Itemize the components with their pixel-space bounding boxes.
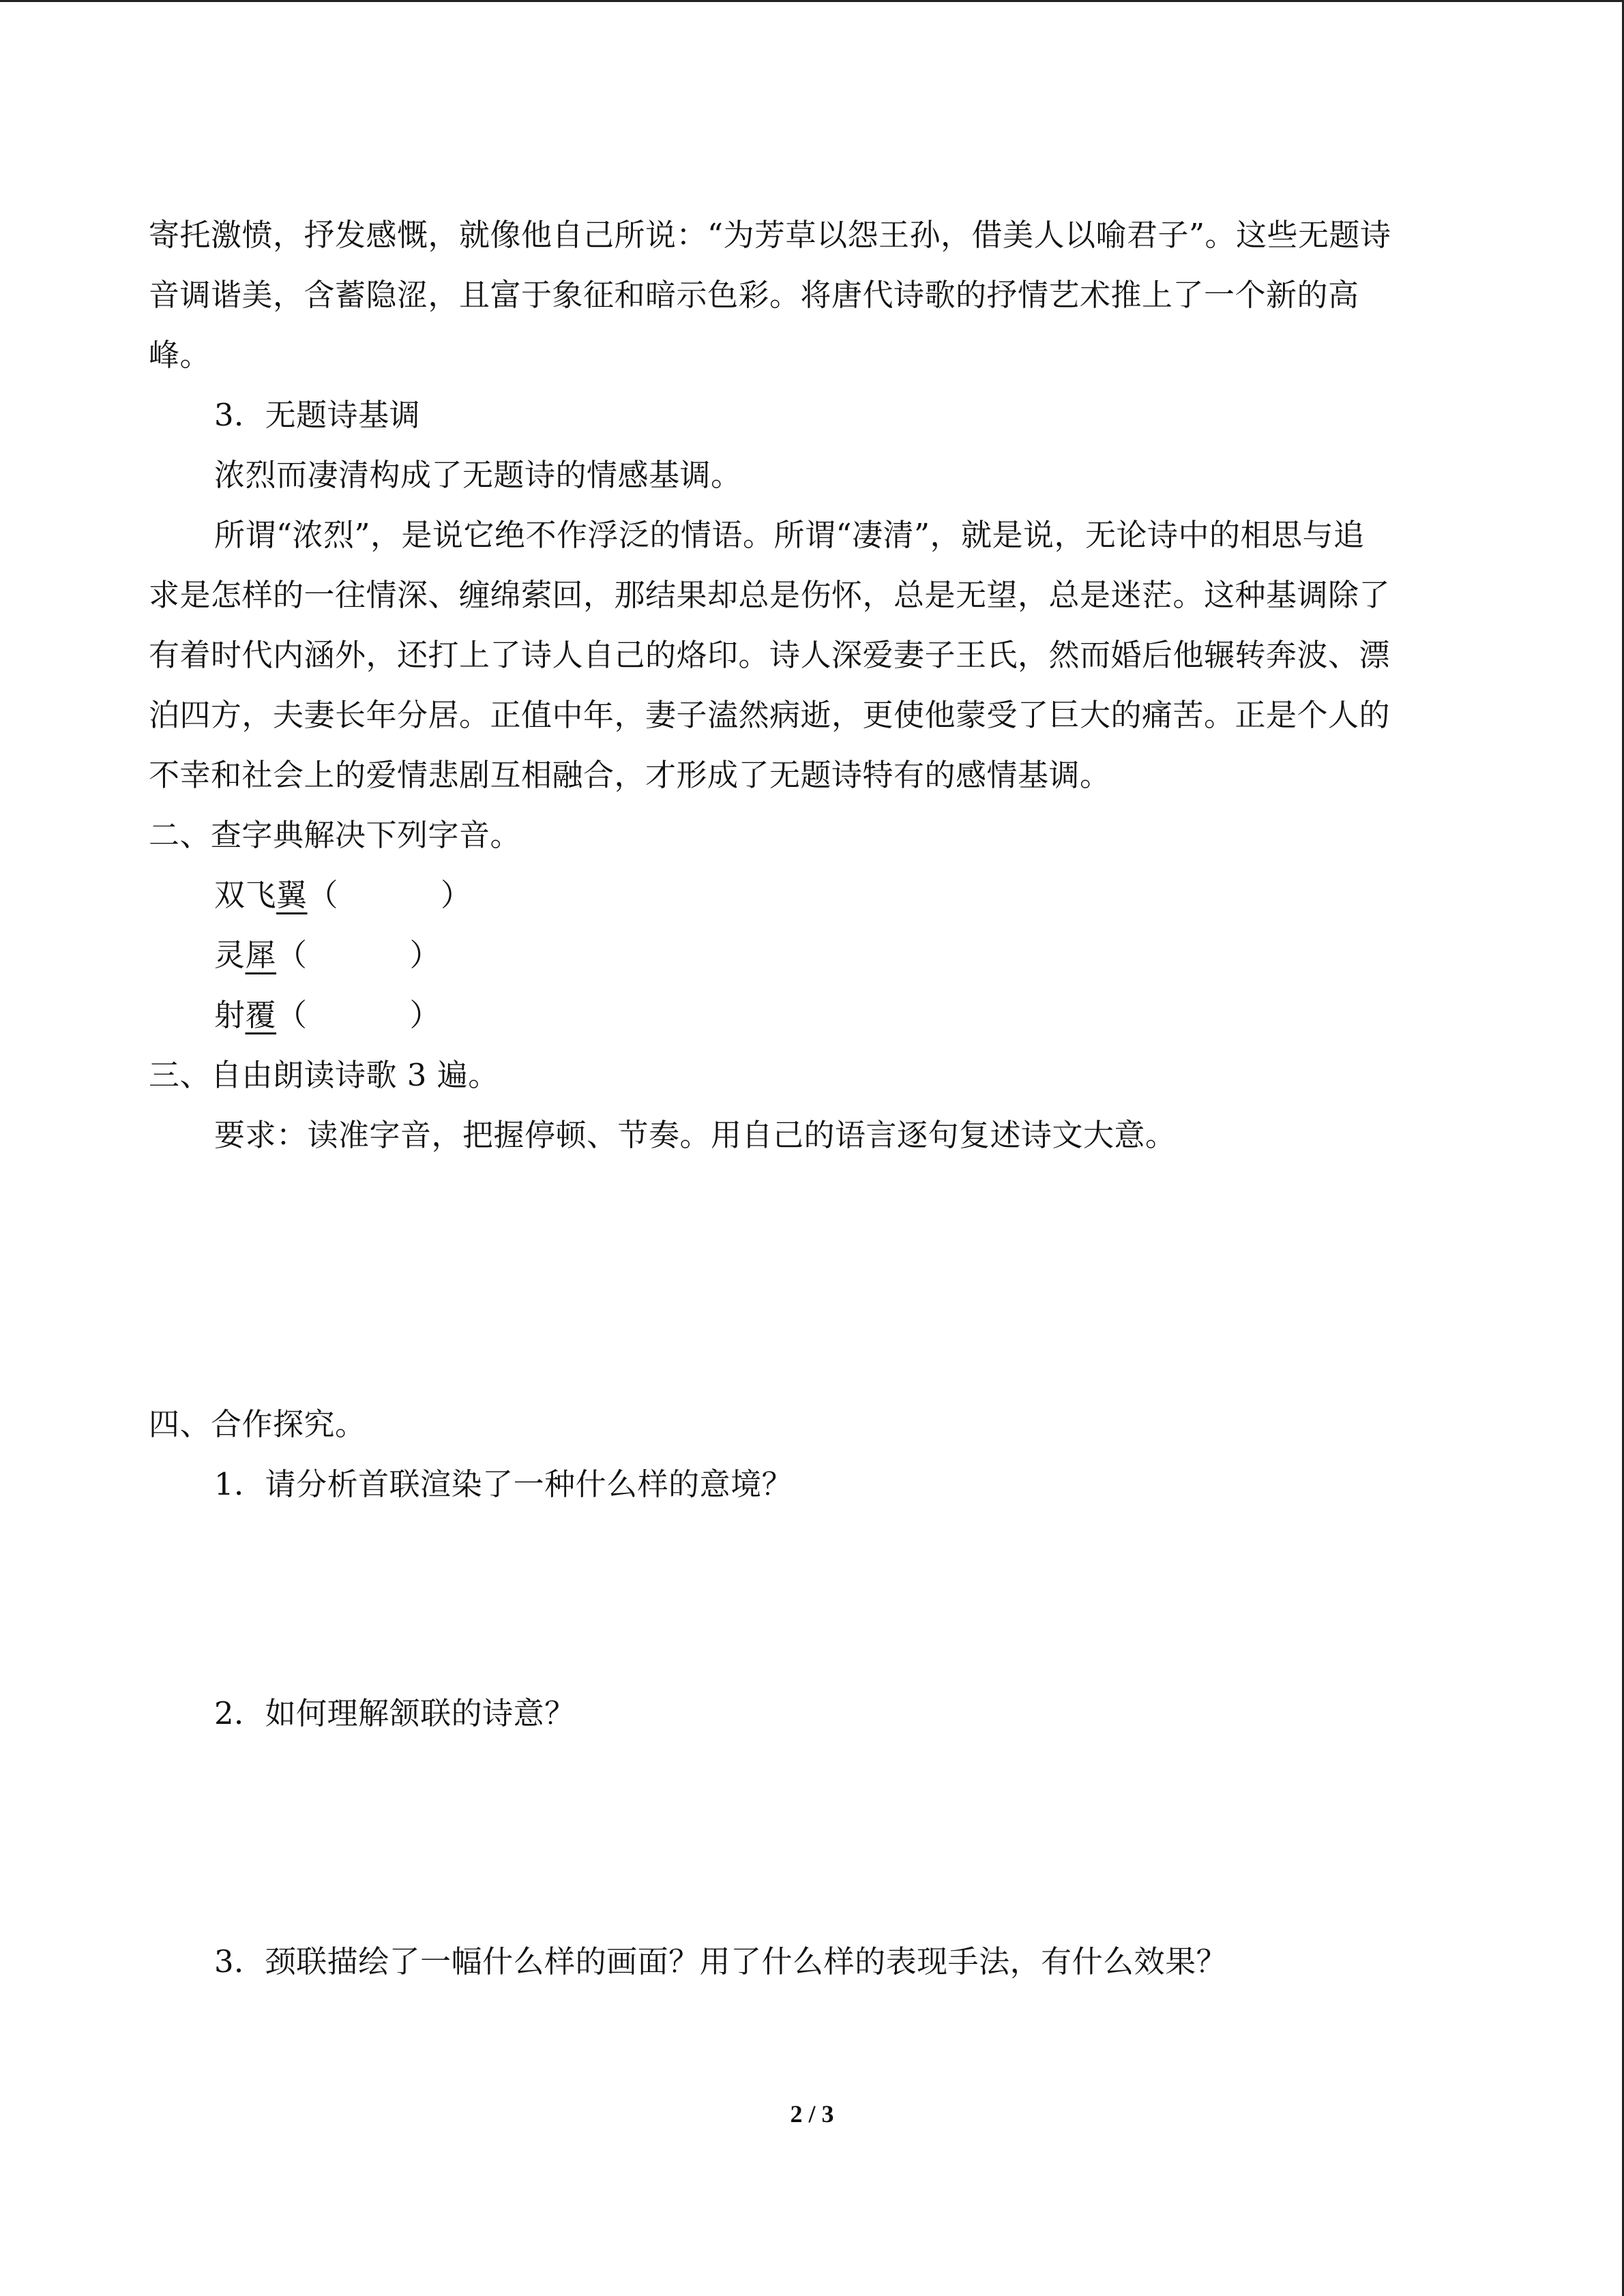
paragraph-line: 寄托激愤，抒发感慨，就像他自己所说：“为芳草以怨王孙，借美人以喻君子”。这些无题诗 xyxy=(149,217,1391,253)
paragraph-line: 浓烈而凄清构成了无题诗的情感基调。 xyxy=(214,457,742,493)
paren-open: （ xyxy=(276,937,308,973)
pronunciation-item xyxy=(149,865,1479,925)
target-character: 覆 xyxy=(245,997,277,1033)
answer-space[interactable] xyxy=(149,1165,1479,1395)
paragraph-line: 峰。 xyxy=(149,337,211,373)
section-2-title: 二、查字典解决下列字音。 xyxy=(149,817,522,853)
question-2: 2．如何理解颔联的诗意？ xyxy=(214,1695,576,1731)
word-prefix: 射 xyxy=(214,997,246,1033)
word-prefix: 灵 xyxy=(214,937,246,973)
paragraph-line: 所谓“浓烈”，是说它绝不作浮泛的情语。所谓“凄清”，就是说，无论诗中的相思与追 xyxy=(214,517,1365,553)
paren-open: （ xyxy=(307,877,339,913)
page-number: 2 / 3 xyxy=(790,2100,834,2128)
target-character: 犀 xyxy=(245,937,277,973)
paragraph-line: 泊四方，夫妻长年分居。正值中年，妻子溘然病逝，更使他蒙受了巨大的痛苦。正是个人的 xyxy=(149,697,1391,733)
paren-close: ） xyxy=(441,877,472,913)
paragraph-line: 不幸和社会上的爱情悲剧互相融合，才形成了无题诗特有的感情基调。 xyxy=(149,757,1111,793)
paren-open: （ xyxy=(276,997,308,1033)
section-4-title: 四、合作探究。 xyxy=(149,1406,366,1442)
pronunciation-item xyxy=(149,985,1479,1045)
section-3-title: 三、自由朗读诗歌 3 遍。 xyxy=(149,1057,499,1093)
page-content xyxy=(149,205,1479,1992)
target-character: 翼 xyxy=(276,877,308,913)
paragraph-line: 有着时代内涵外，还打上了诗人自己的烙印。诗人深爱妻子王氏，然而婚后他辗转奔波、漂 xyxy=(149,637,1391,673)
answer-space[interactable] xyxy=(149,1515,1479,1684)
paragraph-line: 求是怎样的一往情深、缠绵萦回，那结果却总是伤怀，总是无望，总是迷茫。这种基调除了 xyxy=(149,577,1391,613)
paren-close: ） xyxy=(409,997,441,1033)
paragraph-line: 音调谐美，含蓄隐涩，且富于象征和暗示色彩。将唐代诗歌的抒情艺术推上了一个新的高 xyxy=(149,277,1359,313)
subheading-3: 3．无题诗基调 xyxy=(214,397,421,433)
answer-space[interactable] xyxy=(149,1744,1479,1932)
pronunciation-item xyxy=(149,925,1479,985)
paren-close: ） xyxy=(409,937,441,973)
word-prefix: 双飞 xyxy=(214,877,277,913)
question-3: 3．颈联描绘了一幅什么样的画面？用了什么样的表现手法，有什么效果？ xyxy=(214,1943,1228,1980)
question-1: 1．请分析首联渲染了一种什么样的意境？ xyxy=(214,1466,793,1502)
reading-requirement: 要求：读准字音，把握停顿、节奏。用自己的语言逐句复述诗文大意。 xyxy=(214,1117,1177,1153)
